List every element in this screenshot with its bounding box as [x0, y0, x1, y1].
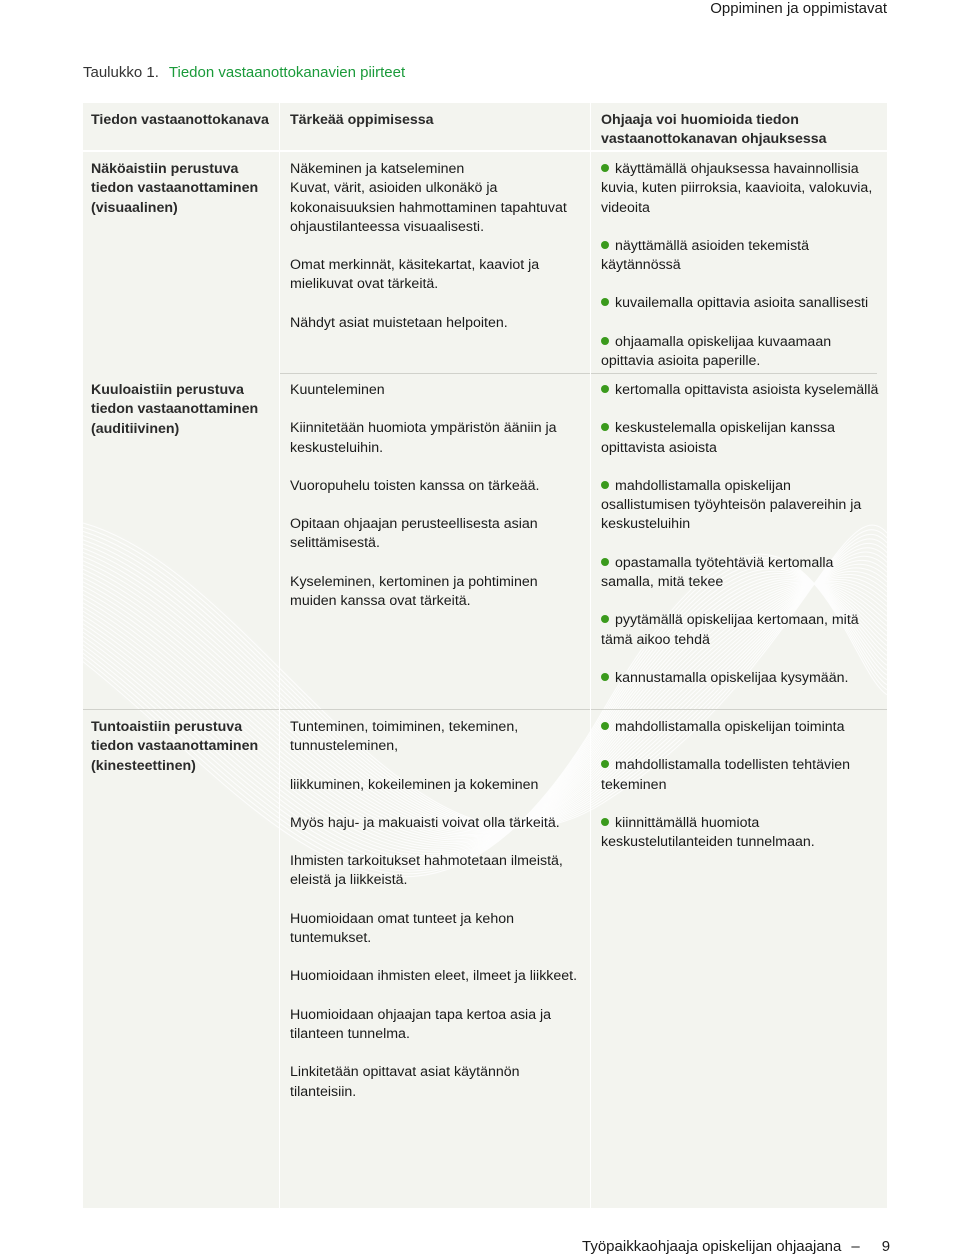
channel-visual: Näköaistiin perustuva tiedon vastaanottaminen (visuaalinen) [91, 161, 259, 216]
guidance-text: kertomalla opittavista asioista kyselemällä [615, 382, 879, 398]
page-footer [582, 1238, 890, 1255]
important-item: Myös haju- ja makuaisti voivat olla tärkeitä. [290, 814, 560, 831]
caption-title: Tiedon vastaanottokanavien piirteet [168, 64, 406, 81]
important-item: liikkuminen, kokeileminen ja kokeminen [290, 776, 539, 793]
guidance-text: mahdollistamalla todellisten tehtävien tekeminen [601, 757, 851, 793]
important-item: Kiinnitetään huomiota ympäristön ääniin ja keskusteluihin. [290, 420, 557, 456]
important-item: Vuoropuhelu toisten kanssa on tärkeää. [290, 477, 540, 494]
important-item: Huomioidaan ohjaajan tapa kertoa asia ja tilanteen tunnelma. [290, 1006, 552, 1042]
important-item: Linkitetään opittavat asiat käytännön tilanteisiin. [290, 1064, 520, 1100]
guidance-text: kuvailemalla opittavia asioita sanallisesti [615, 295, 869, 312]
important-item: Kyseleminen, kertominen ja pohtiminen muiden kanssa ovat tärkeitä. [290, 573, 538, 610]
guidance-item [601, 419, 881, 458]
guidance-text: ohjaamalla opiskelijaa kuvaamaan opittavia asioita paperille. [601, 333, 832, 370]
bullet-icon [601, 558, 609, 566]
important-item: Huomioidaan omat tunteet ja kehon tuntemukset. [290, 910, 514, 947]
guidance-item [601, 333, 881, 372]
bullet-icon [601, 337, 609, 345]
header-channel: Tiedon vastaanottokanava [91, 112, 269, 128]
bullet-icon [601, 722, 609, 730]
running-head: Oppiminen ja oppimistavat [710, 0, 887, 17]
guidance-visual [601, 160, 881, 390]
guidance-item [601, 669, 881, 688]
important-item: Omat merkinnät, käsitekartat, kaaviot ja mielikuvat ovat tärkeitä. [290, 257, 540, 293]
guidance-text: keskustelemalla opiskelijan kanssa opittavista asioista [601, 420, 836, 456]
bullet-icon [601, 481, 609, 489]
important-kinesthetic [290, 718, 580, 1121]
important-item: Huomioidaan ihmisten eleet, ilmeet ja liikkeet. [290, 968, 578, 985]
bullet-icon [601, 615, 609, 623]
bullet-icon [601, 164, 609, 172]
guidance-text: kannustamalla opiskelijaa kysymään. [615, 669, 849, 686]
important-item: Kuunteleminen [290, 382, 385, 398]
table-caption [83, 64, 405, 81]
bullet-icon [601, 385, 609, 393]
guidance-text: näyttämällä asioiden tekemistä käytännössä [601, 237, 809, 274]
important-item: Näkeminen ja katseleminen Kuvat, värit, asioiden ulkonäkö ja kokonaisuuksien hahmottaminen tapahtuvat ohjaustilanteessa visuaalisesti. [290, 161, 567, 235]
guidance-item [601, 381, 881, 400]
row-separator-2 [83, 709, 887, 710]
column-divider-1 [279, 103, 280, 1208]
caption-label: Taulukko 1. [83, 64, 159, 81]
header-guidance: Ohjaaja voi huomioida tiedon vastaanottokanavan ohjauksessa [601, 112, 827, 148]
guidance-item [601, 160, 881, 218]
bullet-icon [601, 241, 609, 249]
bullet-icon [601, 298, 609, 306]
bullet-icon [601, 760, 609, 768]
header-separator [83, 150, 887, 152]
bullet-icon [601, 673, 609, 681]
page-number: 9 [881, 1238, 891, 1255]
important-item: Nähdyt asiat muistetaan helpoiten. [290, 314, 508, 331]
important-item: Ihmisten tarkoitukset hahmotetaan ilmeistä, eleistä ja liikkeistä. [290, 853, 563, 889]
guidance-item [601, 294, 881, 313]
bullet-icon [601, 423, 609, 431]
guidance-item [601, 611, 881, 650]
learning-channels-table [83, 103, 887, 1208]
guidance-item [601, 756, 881, 795]
guidance-item [601, 718, 881, 737]
column-divider-2 [590, 103, 591, 1208]
guidance-text: kiinnittämällä huomiota keskustelutilanteiden tunnelmaan. [601, 814, 815, 851]
guidance-item [601, 237, 881, 276]
guidance-kinesthetic [601, 718, 881, 871]
bullet-icon [601, 818, 609, 826]
channel-auditory: Kuuloaistiin perustuva tiedon vastaanottaminen (auditiivinen) [91, 382, 259, 437]
footer-title: Työpaikkaohjaaja opiskelijan ohjaajana [582, 1238, 842, 1255]
important-item: Opitaan ohjaajan perusteellisesta asian selittämisestä. [290, 516, 538, 552]
channel-kinesthetic: Tuntoaistiin perustuva tiedon vastaanottaminen (kinesteettinen) [91, 719, 259, 774]
guidance-item [601, 477, 881, 535]
guidance-text: pyytämällä opiskelijaa kertomaan, mitä tämä aikoo tehdä [601, 612, 859, 648]
important-auditory [290, 381, 580, 630]
guidance-text: opastamalla työtehtäviä kertomalla samalla, mitä tekee [601, 554, 834, 591]
footer-dash: – [851, 1238, 860, 1255]
guidance-item [601, 814, 881, 853]
guidance-text: käyttämällä ohjauksessa havainnollisia kuvia, kuten piirroksia, kaavioita, valokuvia, videoita [601, 161, 873, 216]
guidance-text: mahdollistamalla opiskelijan toiminta [615, 719, 845, 735]
guidance-text: mahdollistamalla opiskelijan osallistumisen työyhteisön palavereihin ja keskusteluihin [601, 477, 862, 533]
guidance-item [601, 554, 881, 593]
guidance-auditory [601, 381, 881, 707]
important-item: Tunteminen, toimiminen, tekeminen, tunnusteleminen, [290, 719, 519, 755]
important-visual [290, 160, 580, 352]
header-important: Tärkeää oppimisessa [290, 112, 434, 128]
